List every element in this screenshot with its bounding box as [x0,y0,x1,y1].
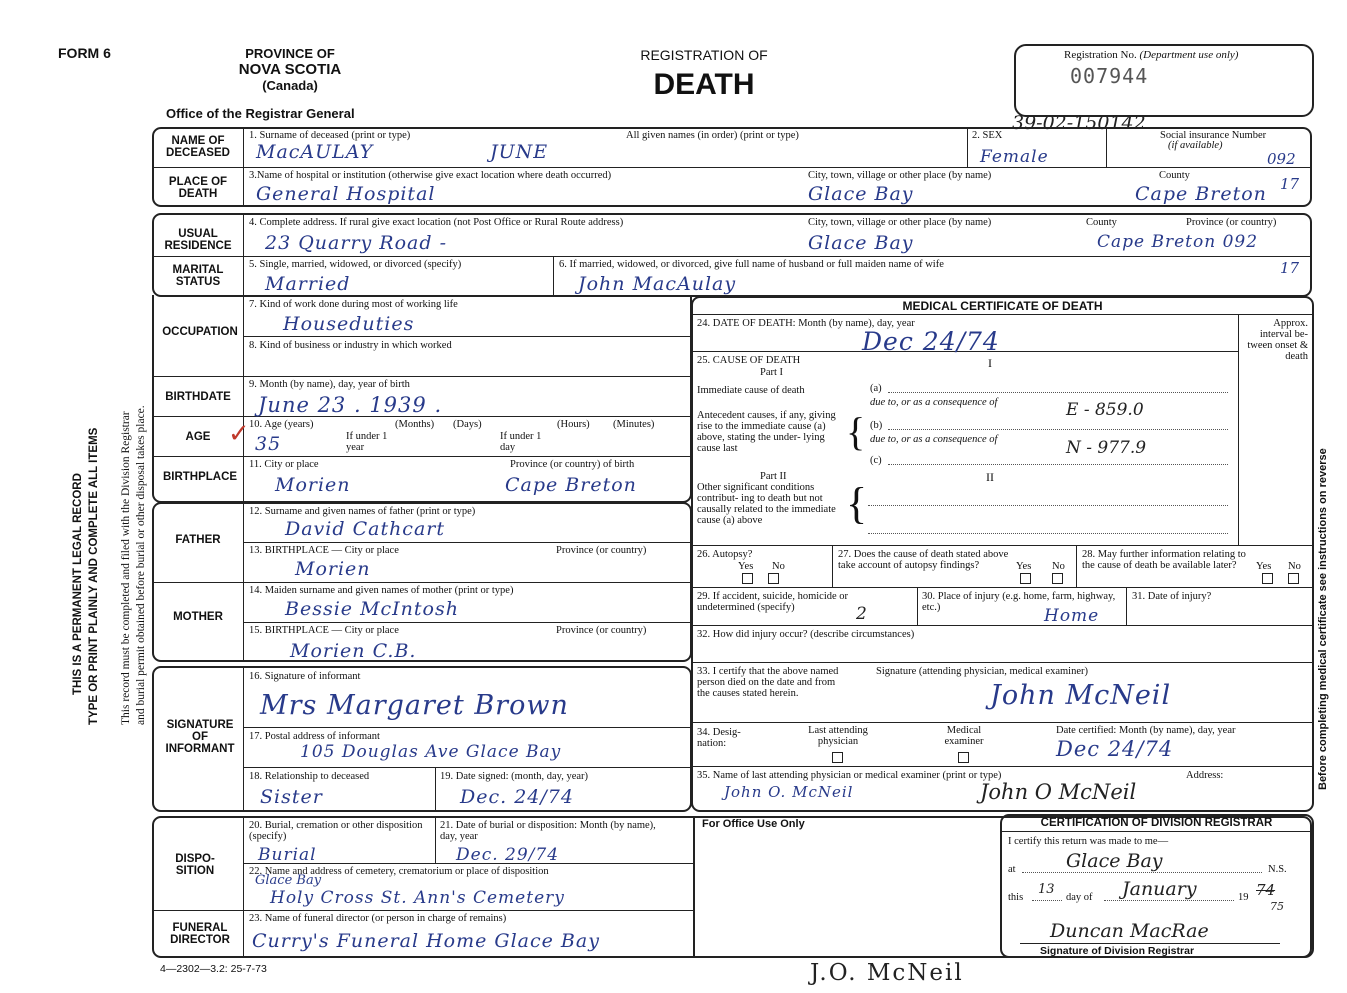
cert-year-prefix: 19 [1238,892,1249,903]
label-sin: Social insurance Number [1160,130,1267,141]
label-further-yes: Yes [1256,561,1272,572]
label-informant-addr: 17. Postal address of informant [249,731,380,742]
label-sin-note: (if available) [1168,140,1223,151]
side-note-line3: This record must be completed and filed with the Division Registrar [120,411,132,725]
section-marital-status: MARITAL STATUS [172,264,224,288]
value-reg-month: January [1122,878,1197,900]
cert-signature-label: Signature of Division Registrar [1040,945,1195,957]
findings-no-checkbox[interactable] [1052,573,1063,584]
province-line2: NOVA SCOTIA [238,61,342,78]
label-autopsy: 26. Autopsy? [697,549,753,560]
label-birth-province: Province (or country) of birth [510,459,635,470]
value-disp-date: Dec. 29/74 [456,845,560,865]
label-part2: Part II [760,471,787,482]
reg-no-note: (Department use only) [1139,49,1239,61]
value-cemetery: Holy Cross St. Ann's Cemetery [270,888,565,908]
label-marital: 5. Single, married, widowed, or divorced (specify) [249,259,462,270]
section-birthdate: BIRTHDATE [165,391,231,403]
further-no-checkbox[interactable] [1288,573,1299,584]
label-physician-address: Address: [1186,770,1224,781]
label-place-injury: 30. Place of injury (e.g. home, farm, highway, etc.) [922,591,1116,613]
value-cemetery-top: Glace Bay [255,873,322,888]
registration-of: REGISTRATION OF [640,47,768,63]
registration-number: 007944 [1070,64,1149,88]
value-father-bp: Morien [295,558,371,580]
label-further-info: 28. May further information relating to the cause of death be available later? [1082,549,1246,571]
autopsy-no-checkbox[interactable] [768,573,779,584]
label-mother-bp: 15. BIRTHPLACE — City or place [249,625,399,636]
value-reg-year-old: 74 [1256,881,1276,899]
roman-two: II [986,470,994,484]
value-cause-code1: E - 859.0 [1066,400,1144,420]
value-reg-day: 13 [1038,882,1055,897]
label-age: 10. Age (years) [249,419,314,430]
label-under-year: If under 1 year [346,431,388,453]
label-date-signed: 19. Date signed: (month, day, year) [440,771,589,782]
label-disposition: 20. Burial, cremation or other disposition (specify) [249,820,423,842]
value-date-of-death: Dec 24/74 [862,327,1000,356]
medical-examiner-checkbox[interactable] [958,752,969,763]
value-county-code2: 17 [1280,259,1300,277]
value-address: 23 Quarry Road - [265,232,447,254]
section-birthplace: BIRTHPLACE [162,471,238,483]
side-note-line4: and burial permit obtained before burial or other disposal takes place. [135,405,147,725]
label-work: 7. Kind of work done during most of working life [249,299,458,310]
label-spouse: 6. If married, widowed, or divorced, give full name of husband or full maiden name of wife [559,259,944,270]
form-number: FORM 6 [58,45,111,61]
label-physician-name: 35. Name of last attending physician or medical examiner (print or type) [697,770,1002,781]
document-title: DEATH [653,68,755,101]
section-usual-residence: USUAL RESIDENCE [164,228,232,252]
last-attending-checkbox[interactable] [832,752,843,763]
value-death-county: Cape Breton [1135,183,1267,205]
further-yes-checkbox[interactable] [1262,573,1273,584]
value-spouse: John MacAulay [578,273,737,295]
value-surname: MacAULAY [256,141,374,163]
label-mother: 14. Maiden surname and given names of mother (print or type) [249,585,514,596]
label-mother-bp-prov: Province (or country) [556,625,647,636]
value-relationship: Sister [260,786,323,808]
value-date-certified: Dec 24/74 [1056,737,1174,761]
side-note-line1: THIS IS A PERMANENT LEGAL RECORD [72,473,84,695]
label-due2: due to, or as a consequence of [870,434,998,445]
label-industry: 8. Kind of business or industry in which worked [249,340,452,351]
value-physician-signature: John McNeil [990,680,1172,711]
label-death-city: City, town, village or other place (by name) [808,170,992,181]
province-block [205,46,375,93]
label-last-attending: Last attending physician [808,725,868,747]
label-medical-examiner: Medical examiner [944,725,984,747]
findings-yes-checkbox[interactable] [1020,573,1031,584]
value-given-names: JUNE [490,141,549,163]
value-birth-province: Cape Breton [505,474,637,496]
label-father: 12. Surname and given names of father (print or type) [249,506,476,517]
label-autopsy-findings: 27. Does the cause of death stated above take account of autopsy findings? [838,549,1009,571]
label-cause-of-death: 25. CAUSE OF DEATH [697,355,801,366]
label-how-injury: 32. How did injury occur? (describe circumstances) [697,629,915,640]
label-res-county: County [1086,217,1117,228]
value-marital: Married [265,273,351,295]
section-name-of-deceased: NAME OF DECEASED [166,135,230,159]
check-mark-icon: ✓ [228,418,250,448]
reg-number-handwritten: 39-02-150142 [1012,112,1146,134]
value-reg-signature: Duncan MacRae [1050,920,1209,942]
label-disp-date: 21. Date of burial or disposition: Month (by name), day, year [440,820,656,842]
label-father-bp: 13. BIRTHPLACE — City or place [249,545,399,556]
label-approx-interval: Approx. interval be- tween onset & death [1247,318,1308,362]
label-date-injury: 31. Date of injury? [1132,591,1212,602]
section-father: FATHER [175,534,221,546]
label-under-day: If under 1 day [500,431,542,453]
label-accident: 29. If accident, suicide, homicide or undetermined (specify) [697,591,849,613]
section-place-of-death: PLACE OF DEATH [168,176,228,200]
label-designation: 34. Desig- nation: [697,727,741,749]
section-mother: MOTHER [173,611,223,623]
side-note-line2: TYPE OR PRINT PLAINLY AND COMPLETE ALL ITEMS [88,427,100,725]
registrar-office: Office of the Registrar General [166,106,355,121]
value-reg-year: 75 [1270,900,1284,913]
label-autopsy-yes: Yes [738,561,754,572]
label-funeral-dir: 23. Name of funeral director (or person in charge of remains) [249,913,507,924]
label-surname: 1. Surname of deceased (print or type) [249,130,411,141]
registration-number-box [1014,44,1314,117]
label-other-conditions: Other significant conditions contribut- ing to death but not causally related to the immediate cause (a) above [697,482,836,526]
value-physician-signature-2: John O McNeil [980,780,1137,804]
label-res-city: City, town, village or other place (by name) [808,217,992,228]
label-findings-no: No [1052,561,1065,572]
value-cause-code2: N - 977.9 [1066,438,1147,458]
section-age: AGE [185,431,211,443]
side-note-right: Before completing medical certificate see instructions on reverse [1317,448,1329,790]
value-place-injury: Home [1044,606,1100,626]
label-due1: due to, or as a consequence of [870,397,998,408]
cert-ns: N.S. [1268,864,1287,875]
label-antecedent: Antecedent causes, if any, giving rise to the immediate cause (a) above, stating the under- lying cause last [697,410,836,454]
label-res-province: Province (or country) [1186,217,1277,228]
bottom-signature-note: J.O. McNeil [810,960,964,986]
value-birthdate: June 23 . 1939 . [258,393,443,417]
value-sex: Female [980,147,1049,167]
section-signature-of-informant: SIGNATURE OF INFORMANT [165,719,235,755]
label-months: (Months) [395,419,435,430]
value-informant-addr: 105 Douglas Ave Glace Bay [300,742,562,762]
label-immediate: Immediate cause of death [697,385,805,396]
label-c: (c) [870,455,882,466]
value-funeral-dir: Curry's Funeral Home Glace Bay [252,930,600,952]
value-hospital: General Hospital [256,183,436,205]
value-mother-bp: Morien C.B. [290,640,417,662]
label-death-county: County [1159,170,1190,181]
cert-registrar-title: CERTIFICATION OF DIVISION REGISTRAR [1040,817,1273,829]
value-informant-sig: Mrs Margaret Brown [260,690,569,721]
label-date-certified: Date certified: Month (by name), day, year [1056,725,1236,736]
value-county-code1: 17 [1280,175,1300,193]
section-funeral-director: FUNERAL DIRECTOR [170,922,230,946]
cert-at: at [1008,864,1016,875]
autopsy-yes-checkbox[interactable] [742,573,753,584]
label-birthdate: 9. Month (by name), day, year of birth [249,379,410,390]
value-sin-code: 092 [1267,150,1296,168]
value-birth-city: Morien [275,474,351,496]
label-autopsy-no: No [772,561,785,572]
label-hours: (Hours) [557,419,590,430]
office-use-label: For Office Use Only [702,818,805,830]
form-code: 4—2302—3.2: 25-7-73 [160,963,267,975]
section-occupation: OCCUPATION [162,326,238,338]
label-hospital: 3.Name of hospital or institution (otherwise give exact location where death occurred) [249,170,612,181]
label-a: (a) [870,383,882,394]
value-father: David Cathcart [285,518,445,540]
label-informant-sig: 16. Signature of informant [249,671,361,682]
cert-day-of: day of [1066,892,1093,903]
value-accident: 2 [856,604,867,624]
label-b: (b) [870,420,883,431]
brace-icon-2: { [846,479,868,528]
label-certify: 33. I certify that the above named person died on the date and from the causes stated herein. [697,666,839,699]
reg-no-label: Registration No. [1064,49,1137,61]
label-days: (Days) [453,419,482,430]
roman-one: I [988,356,992,370]
label-address: 4. Complete address. If rural give exact location (not Post Office or Rural Route address) [249,217,624,228]
value-death-city: Glace Bay [808,183,914,205]
value-disposition: Burial [258,845,317,865]
label-date-of-death: 24. DATE OF DEATH: Month (by name), day, year [697,318,915,329]
medical-title: MEDICAL CERTIFICATE OF DEATH [902,299,1103,313]
label-part1: Part I [760,367,784,378]
label-sex: 2. SEX [972,130,1003,141]
label-cemetery: 22. Name and address of cemetery, crematorium or place of disposition [249,866,549,877]
value-date-signed: Dec. 24/74 [460,786,574,808]
value-res-county: Cape Breton 092 [1097,232,1259,252]
section-disposition: DISPO- SITION [175,853,215,877]
value-age: 35 [255,433,282,455]
brace-icon: { [846,409,866,454]
value-mother: Bessie McIntosh [285,598,459,620]
cert-line: I certify this return was made to me— [1008,836,1169,847]
province-line3: (Canada) [262,78,318,93]
label-relationship: 18. Relationship to deceased [249,771,370,782]
value-reg-at: Glace Bay [1066,850,1163,872]
label-further-no: No [1288,561,1301,572]
label-findings-yes: Yes [1016,561,1032,572]
cert-this: this [1008,892,1024,903]
value-res-city: Glace Bay [808,232,914,254]
province-line1: PROVINCE OF [245,46,335,61]
label-minutes: (Minutes) [613,419,655,430]
label-signature-physician: Signature (attending physician, medical examiner) [876,666,1088,677]
label-given-names: All given names (in order) (print or type) [626,130,799,141]
label-father-bp-prov: Province (or country) [556,545,647,556]
value-occupation: Houseduties [283,313,415,335]
value-physician-name: John O. McNeil [724,783,854,801]
label-birth-city: 11. City or place [249,459,319,470]
